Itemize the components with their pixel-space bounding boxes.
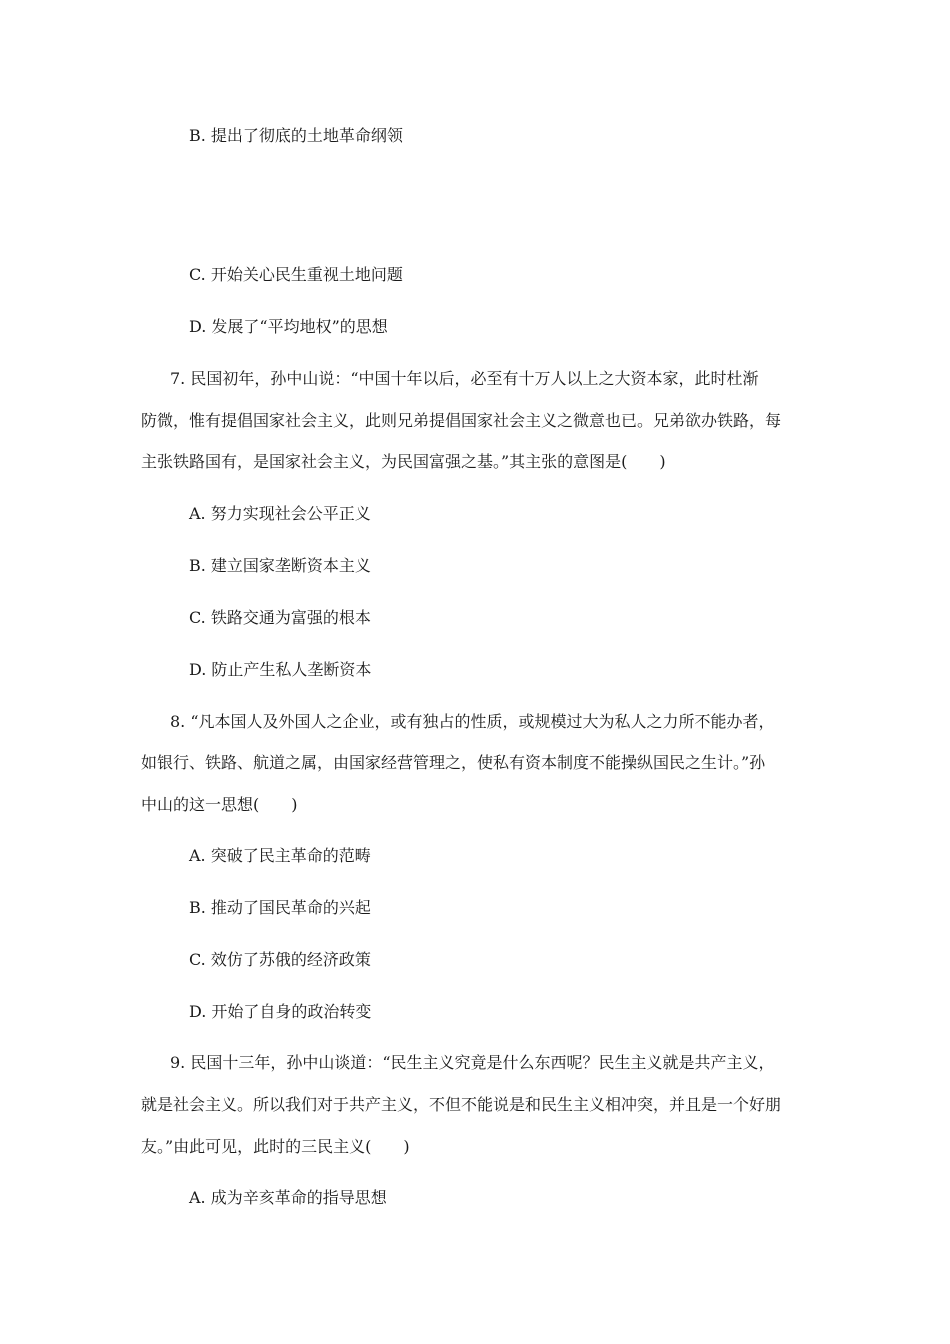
option-d: D. 发展了“平均地权”的思想 [189, 317, 388, 336]
question-9-line-2: 就是社会主义。所以我们对于共产主义，不但不能说是和民生主义相冲突，并且是一个好朋 [141, 1095, 782, 1114]
question-7-line-1: 7. 民国初年，孙中山说：“中国十年以后，必至有十万人以上之大资本家，此时杜渐 [170, 369, 759, 388]
option-b: B. 提出了彻底的土地革命纲领 [189, 126, 403, 145]
question-8-line-1: 8. “凡本国人及外国人之企业，或有独占的性质，或规模过大为私人之力所不能办者， [170, 712, 775, 731]
question-7-option-c: C. 铁路交通为富强的根本 [189, 608, 371, 627]
question-7-option-b: B. 建立国家垄断资本主义 [189, 556, 371, 575]
option-c: C. 开始关心民生重视土地问题 [189, 265, 403, 284]
question-8-option-d: D. 开始了自身的政治转变 [189, 1002, 372, 1021]
question-8-option-a: A. 突破了民主革命的范畴 [189, 846, 371, 865]
question-9-line-3: 友。”由此可见，此时的三民主义( ) [141, 1137, 410, 1156]
question-7-line-3: 主张铁路国有，是国家社会主义，为民国富强之基。”其主张的意图是( ) [141, 452, 666, 471]
question-7-line-2: 防微，惟有提倡国家社会主义，此则兄弟提倡国家社会主义之微意也已。兄弟欲办铁路，每 [141, 411, 782, 430]
question-9-option-a: A. 成为辛亥革命的指导思想 [189, 1188, 387, 1207]
question-8-option-b: B. 推动了国民革命的兴起 [189, 898, 371, 917]
question-8-line-3: 中山的这一思想( ) [141, 795, 298, 814]
question-8-line-2: 如银行、铁路、航道之属，由国家经营管理之，使私有资本制度不能操纵国民之生计。”孙 [141, 753, 766, 772]
question-9-line-1: 9. 民国十三年，孙中山谈道：“民生主义究竟是什么东西呢？民生主义就是共产主义， [170, 1053, 775, 1072]
question-7-option-a: A. 努力实现社会公平正义 [189, 504, 371, 523]
question-8-option-c: C. 效仿了苏俄的经济政策 [189, 950, 371, 969]
question-7-option-d: D. 防止产生私人垄断资本 [189, 660, 372, 679]
